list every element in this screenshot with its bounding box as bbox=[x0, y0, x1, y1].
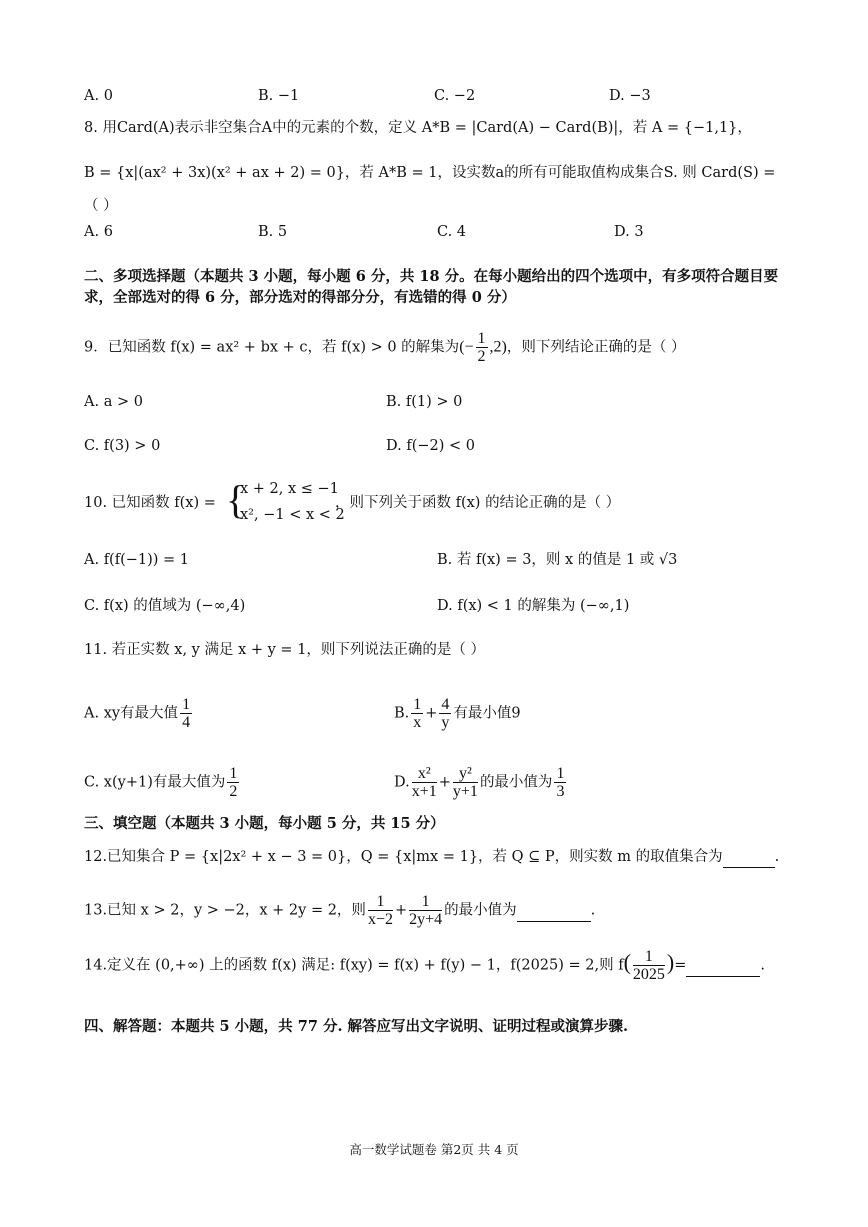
q10-stem-b: ，则下列关于函数 f(x) 的结论正确的是（ ） bbox=[335, 495, 621, 511]
q13-plus: + bbox=[394, 902, 408, 919]
q14-paren-close: ) bbox=[666, 949, 675, 975]
q9-interval-open: (− bbox=[459, 338, 474, 356]
q13-n2: 1 bbox=[409, 893, 442, 911]
q11-d-n1: x² bbox=[412, 765, 437, 783]
q11-c-den: 2 bbox=[229, 783, 238, 800]
q11-d-post: 的最小值为 bbox=[479, 774, 553, 791]
q11-option-b bbox=[394, 696, 521, 731]
q7-option-a: A. 0 bbox=[84, 88, 113, 104]
q9-interval-close: ,2) bbox=[489, 338, 507, 356]
q8-option-a: A. 6 bbox=[84, 224, 113, 240]
q11-a-fraction bbox=[180, 696, 192, 731]
q9-stem-a: 9．已知函数 f(x) = ax² + bx + c，若 f(x) > 0 的解集为 bbox=[84, 339, 460, 356]
q11-a-den: 4 bbox=[182, 714, 191, 731]
q12-answer-blank[interactable] bbox=[723, 847, 775, 868]
q10-case-2: x², −1 < x < 2 bbox=[240, 507, 345, 523]
q14-num: 1 bbox=[633, 948, 665, 966]
q14-paren-open: ( bbox=[623, 949, 631, 975]
q11-d-den: 3 bbox=[556, 783, 565, 800]
q9-stem-b: ，则下列结论正确的是（ ） bbox=[506, 339, 686, 356]
q13-end: . bbox=[590, 902, 596, 919]
q11-d-frac2 bbox=[453, 765, 478, 800]
q11-b-n2: 4 bbox=[441, 696, 450, 713]
q11-c-fraction bbox=[227, 765, 239, 800]
q11-option-c bbox=[84, 765, 241, 800]
q12-end: . bbox=[774, 849, 780, 865]
q7-option-c: C. −2 bbox=[434, 88, 476, 104]
q14-answer-blank[interactable] bbox=[686, 956, 760, 977]
section-4-heading: 四、解答题：本题共 5 小题，共 77 分. 解答应写出文字说明、证明过程或演算步骤. bbox=[84, 1018, 629, 1035]
q14-den: 2025 bbox=[632, 966, 665, 983]
q11-option-d bbox=[394, 765, 568, 800]
q13-d1: x−2 bbox=[367, 911, 393, 928]
q10-brace: { bbox=[226, 477, 246, 522]
q9-frac-num: 1 bbox=[477, 330, 486, 347]
q11-b-label: B. bbox=[394, 705, 410, 722]
section-3-heading: 三、填空题（本题共 3 小题，每小题 5 分，共 15 分） bbox=[84, 815, 445, 832]
q11-d-n2: y² bbox=[453, 765, 478, 783]
q11-b-frac2 bbox=[439, 696, 451, 731]
q11-d-label: D. bbox=[394, 774, 410, 791]
q9-option-d: D. f(−2) < 0 bbox=[386, 438, 475, 454]
q13-d2: 2y+4 bbox=[409, 911, 443, 928]
q11-d-d1: x+1 bbox=[411, 783, 437, 800]
q8-answer-paren: （ ） bbox=[84, 198, 118, 214]
q11-d-frac3 bbox=[554, 765, 566, 800]
q11-b-frac1 bbox=[411, 696, 423, 731]
q13-answer-blank[interactable] bbox=[517, 901, 591, 922]
q12-stem bbox=[84, 847, 779, 868]
q10-case-1: x + 2, x ≤ −1 bbox=[240, 481, 339, 497]
q9-option-b: B. f(1) > 0 bbox=[386, 394, 463, 410]
q8-option-d: D. 3 bbox=[614, 224, 644, 240]
q11-b-plus: + bbox=[425, 705, 438, 722]
q13-text: 13.已知 x > 2，y > −2，x + 2y = 2，则 bbox=[84, 902, 366, 919]
q9-fraction bbox=[476, 330, 488, 365]
q11-a-text: A. xy有最大值 bbox=[84, 705, 179, 722]
q10-option-a: A. f(f(−1)) = 1 bbox=[84, 552, 190, 568]
q10-stem-a: 10. 已知函数 f(x) = bbox=[84, 495, 216, 511]
q13-post: 的最小值为 bbox=[444, 902, 517, 919]
q11-b-n1: 1 bbox=[413, 696, 422, 713]
q13-stem bbox=[84, 893, 595, 928]
q8-stem-line2: B = {x|(ax² + 3x)(x² + ax + 2) = 0}，若 A*B = 1，设实数a的所有可能取值构成集合S. 则 Card(S) = bbox=[84, 165, 776, 181]
section-2-heading: 二、多项选择题（本题共 3 小题，每小题 6 分，共 18 分。在每小题给出的四个选项中，有多项符合题目要求，全部选对的得 6 分，部分选对的得部分分，有选错的得 0 分） bbox=[84, 268, 779, 306]
q7-option-b: B. −1 bbox=[258, 88, 300, 104]
q8-option-c: C. 4 bbox=[437, 224, 467, 240]
q10-option-c: C. f(x) 的值域为 (−∞,4) bbox=[84, 598, 246, 614]
q11-d-d2: y+1 bbox=[452, 783, 478, 800]
q10-option-b: B. 若 f(x) = 3，则 x 的值是 1 或 √3 bbox=[437, 552, 678, 568]
q9-option-a: A. a > 0 bbox=[84, 394, 143, 410]
q11-c-text: C. x(y+1)有最大值为 bbox=[84, 774, 226, 791]
q11-a-num: 1 bbox=[182, 696, 191, 713]
q14-stem bbox=[84, 948, 765, 983]
q13-n1: 1 bbox=[368, 893, 393, 911]
q13-frac1 bbox=[368, 893, 393, 928]
q10-option-d: D. f(x) < 1 的解集为 (−∞,1) bbox=[437, 598, 630, 614]
q12-text: 12.已知集合 P = {x|2x² + x − 3 = 0}，Q = {x|mx = 1}，若 Q ⊆ P，则实数 m 的取值集合为 bbox=[84, 849, 723, 865]
q8-stem-line1: 8. 用Card(A)表示非空集合A中的元素的个数，定义 A*B = |Card(A) − Card(B)|，若 A = {−1,1}， bbox=[84, 120, 752, 136]
q11-b-d1: x bbox=[413, 714, 422, 731]
q9-stem bbox=[84, 330, 685, 365]
q11-stem: 11. 若正实数 x, y 满足 x + y = 1，则下列说法正确的是（ ） bbox=[84, 642, 486, 658]
q14-eq: = bbox=[674, 957, 687, 974]
q11-d-num: 1 bbox=[556, 765, 565, 782]
q14-end: . bbox=[760, 957, 766, 974]
q11-option-a bbox=[84, 696, 194, 731]
q8-option-b: B. 5 bbox=[258, 224, 288, 240]
q11-d-plus: + bbox=[438, 774, 451, 791]
q11-d-frac1 bbox=[412, 765, 437, 800]
q14-fraction bbox=[633, 948, 665, 983]
q13-frac2 bbox=[409, 893, 442, 928]
page-footer: 高一数学试题卷 第2页 共 4 页 bbox=[349, 1142, 519, 1157]
q7-option-d: D. −3 bbox=[609, 88, 651, 104]
q11-c-num: 1 bbox=[229, 765, 238, 782]
q9-frac-den: 2 bbox=[477, 348, 486, 365]
q14-text: 14.定义在 (0,+∞) 上的函数 f(x) 满足: f(xy) = f(x) + f(y) − 1，f(2025) = 2,则 f bbox=[84, 957, 624, 974]
q9-option-c: C. f(3) > 0 bbox=[84, 438, 161, 454]
q11-b-post: 有最小值9 bbox=[453, 705, 521, 722]
q11-b-d2: y bbox=[441, 714, 450, 731]
